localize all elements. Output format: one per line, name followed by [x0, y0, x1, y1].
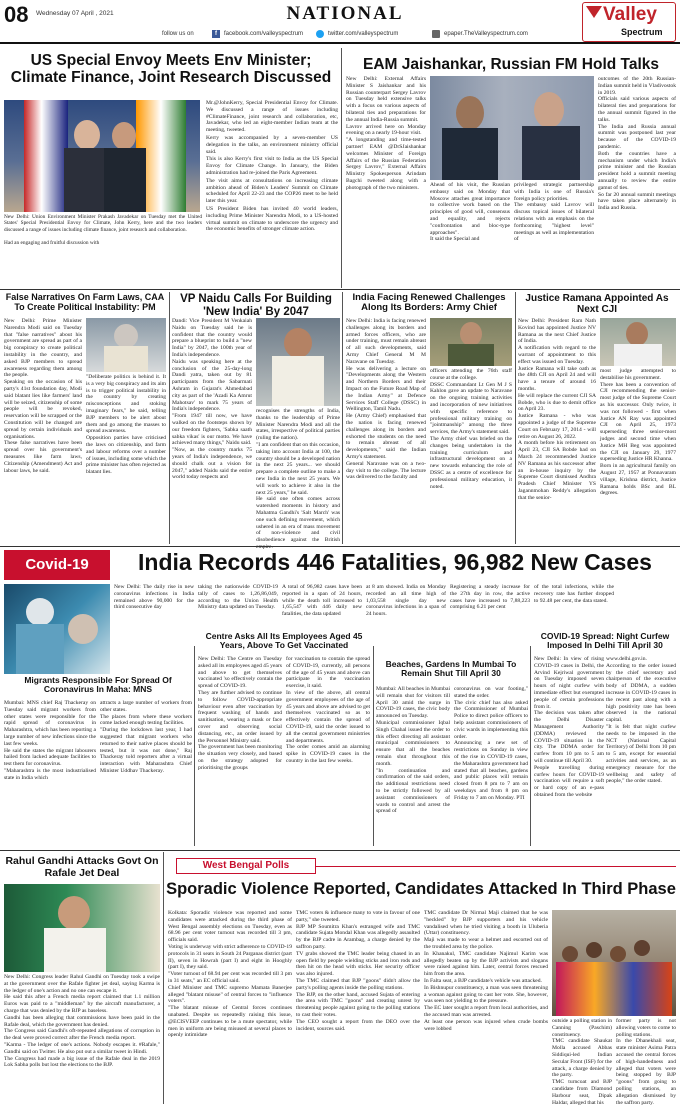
us-envoy-caption-continued: Had an engaging and fruitful discussion with [4, 240, 100, 246]
page-number: 08 [4, 2, 29, 27]
column-divider [342, 292, 343, 544]
us-envoy-body [206, 100, 338, 248]
eam-body-col2: Ahead of his visit, the Russian embassy said on Monday that Moscow attaches great importance to collective work based on the principles of good will, consensus and equality, and rejects "confrontation and bloc-type approaches". It said the Special and [430, 182, 510, 243]
wb-body-col5: former party is not allowing voters to come to polling stations. In the Dhanekhali seat, state minister Asima Patra accused the central forces of high-handedness and alleged that voters were being stopped by BJP "goons" from going to polling stations, an allegation dismissed by the saffron party. [616, 1018, 676, 1106]
wb-headline: Sporadic Violence Reported, Candidates Attacked In Third Phase [166, 880, 676, 898]
curfew-body-col1: New Delhi: In view of rising COVID-19 cases in Delhi, the Arvind Kejriwal government on Tuesday imposed seven hours of night curfew with immediate effect but exempted people of certain professions from it. The decision was taken after the Delhi Disaster Management Authority (DDMA) reviewed the COVID-19 situation in the city. The DDMA order for curfew from 10 pm to 5 am will continue till April 30. People travelling during curfew hours for COVID-19 vaccination will require a soft or hard copy of an e-pass obtained from the website [534, 656, 604, 798]
cji-body-col2: most judge attempted to destabilise his government. There has been a convention of CJI recommending the senior-most judge of the Supreme Court as his successor. Only twice, it was not followed - first when Justice AN Ray was appointed CJI on April 25, 1973 superseding three senior-most judges and second time when Justice MH Beg was appointed the CJI on January 29, 1977 superseding Justice HR Khanna. Born in an agricultural family on August 27, 1957 at Ponnavaram village, Krishna district, Justice Ramana holds BSc and BL degrees. [600, 368, 676, 497]
vp-body-col1: Dandi: Vice President M Venkaiah Naidu on Tuesday said he is confident that the country would prepare a blueprint to build a "new India" by 2047, the 100th year of India's independence. Naidu was speaking here at the conclusion of the 25-day-long Dandi yatra, taken out by 81 participants from the Sabarmati Ashram in Gujarat's Ahmedabad city as part of the 'Azadi Ka Amrut Mahotsav' to mark 75 years of India's independence. "From 1947 till now, we have walked on the footsteps shown by our freedom fighters, 'Sabka saath sabka vikas' is our motto. We have achieved many things," Naidu said. "Now, as the country marks 75 years of India's independence, we should chalk out a vision for 2047," added Naidu said the entire world today respects and [172, 318, 252, 481]
follow-label: follow us on [162, 31, 194, 37]
covid-body-col1: New Delhi: The daily rise in new coronavirus infections in India remained above 90,000 for the third consecutive day [114, 584, 194, 611]
wb-body-col2: TMC voters & influence many to vote in favour of one party," she tweeted. BJP MP Soumitra Khan's estranged wife and TMC candidate Sujata Mondal Khan was allegedly assaulted by the BJP cadre in Arambag, a charge denied by the saffron party. TV grabs showed the TMC leader being chased in an open field by people wielding sticks and iron rods and then hit on the head with sticks. Her security officer was also injured. The TMC claimed that BJP "goons" didn't allow the party's polling agents inside the polling stations. The BJP, on the other hand, accused Sujata of entering the area with TMC "goons" and creating unrest by threatening people against going to the polling stations to cast their votes. The CEO sought a report from the DEO over the incident, sources said. [296, 910, 420, 1032]
facebook-icon: f [212, 30, 220, 38]
vp-headline: VP Naidu Calls For Building 'New India' By 2047 [180, 293, 332, 318]
row-rule [0, 546, 680, 547]
cji-headline: Justice Ramana Appointed As Next CJI [525, 293, 669, 315]
covid-headline: India Records 446 Fatalities, 96,982 New Cases [138, 549, 652, 575]
vp-body-col2: recognises the strengths of India, thanks to the leadership of Prime Minister Narendra Modi and all the states, irrespective of political parties (ruling the nation). "I am confident that on this occasion, taking into account India at 100, the country should be a developed nation in the next 25 years... we should prepare a complete outline to make a new India in the next 25 years. We will work to achieve it also in the next 25 years," he said. He said one often comes across watershed moments in history and Mahatma Gandhi's 'Salt March' was one such defining movement, which ushered in an era of mass movement of non-violence and civil disobedience against the British [256, 408, 340, 544]
paragraph: Kerry was accompanied by a seven-member US delegation in the talks, an environment ministry official said. [206, 134, 338, 155]
eam-photo [430, 76, 594, 180]
us-envoy-headline: US Special Envoy Meets Env Minister; Climate Finance, Joint Research Discussed [10, 52, 332, 87]
rahul-headline: Rahul Gandhi Attacks Govt On Rafale Jet Deal [5, 855, 159, 879]
paragraph: US President Biden has invited 40 world leaders, including Prime Minister Narendra Modi, to a US-hosted virtual summit on climate to underscore the urgency and the economic benefits of stronger climate action. [206, 205, 338, 233]
pm-photo [86, 318, 166, 372]
army-body-col1: New Delhi: India is facing renewed challenges along its borders and armed forces officers, who are under training, must remain abreast of all such developments, said Army Chief General M M Naravane on Tuesday. He was delivering a lecture on "Developments along the Western and Northern Borders and their Impact on the Future Road Map of the Indian Army" at Defence Services Staff College (DSSC) in Wellington, Tamil Nadu. He (Army Chief) emphasised that the nation is facing renewed challenges along its borders and exhorted the students on the need to remain abreast of all developments," said the Indian Army's statement. General Naravane was on a two-day visit to the college. The lecture was delivered to the faculty and [346, 318, 426, 481]
column-divider [515, 292, 516, 544]
masthead-rule [0, 42, 680, 44]
army-headline: India Facing Renewed Challenges Along Its Borders: Army Chief [352, 292, 506, 314]
covid-photo [4, 584, 110, 674]
wb-body-col4: outside a polling station in Canning (Paschim) constituency. TMC candidate Shaukat Molla accused Abbas Siddiqui-led Indian Secular Front (ISF) for the attack, a charge denied by the party. TMC turncoat and BJP candidate from Diamond Harbour seat, Dipak Haldar, alleged that his [552, 1018, 612, 1106]
us-envoy-caption: New Delhi: Union Environment Minister Prakash Javadekar on Tuesday met the United States' Special Presidential Envoy for Climate, John Kerry, here and the two leaders discussed a range of issues including climate finance, joint research and collaboration. [4, 214, 202, 233]
pm-headline: False Narratives On Farm Laws, CAA To Create Political Instability: PM [5, 292, 165, 312]
rahul-body: New Delhi: Congress leader Rahul Gandhi on Tuesday took a swipe at the government over the Rafale fighter jet deal, saying Karma is the ledger of one's action and no one can escape it. He said this after a French media report claimed that 1.1 million Euros was paid to a "middleman" by the aircraft manufacturer, a charge that was denied by the BJP as baseless. Gandhi has been alleging that commissions have been paid in the Rafale deal, which the government has denied. The Congress said Gandhi's oft-repeated allegations of corruption in the deal were proved correct after the French media report. "Karma - The ledger of one's actions. Nobody escapes it. #Rafale," Gandhi said on Twitter. He also put out a similar tweet in Hindi. The Congress had made a big issue of the Rafale deal in the 2019 Lok Sabha polls but lost the elections to the BJP. [4, 974, 160, 1069]
pm-body-col1: New Delhi: Prime Minister Narendra Modi said on Tuesday that "false narratives" about his government are spread as part of a big conspiracy to create political instability in the country, and asked BJP members to spread awareness regarding them among the people. Speaking on the occasion of his party's 41st foundation day, Modi said blatant lies like farmers' land will be seized, citizenship of some people will be revoked, reservation will be scrapped or the Constitution will be changed are spread by certain individuals and organisations. These false narratives have been spread over his government's measures like farm laws, Citizenship (Amendment) Act and labour laws, he said. [4, 318, 82, 474]
pm-body-col2: "Deliberate politics is behind it. It is a very big conspiracy and its aim is to trigger political instability in the country by creating misconceptions and stoking imaginary fears," he said, telling BJP members to be alert about them and go among the masses to spread awareness. Opposition parties have criticised the laws on citizenship, and farm and labour reforms over a number of issues, including some which the prime minister has often rejected as blatant lies. [86, 374, 166, 476]
column-divider [194, 646, 195, 846]
rahul-photo [4, 884, 160, 972]
beaches-body-col1: Mumbai: All beaches in Mumbai will remain shut for visitors till April 30 amid the surge in COVID-19 cases, the civic body announced on Tuesday. Municipal commissioner Iqbal Singh Chahal issued the order to this effect directing all assistant municipal commissioners to ensure that all the beaches remain shut throughout this month. "In continuation and confirmation of the said orders, the additional restrictions need to be strictly followed by all assistant commissioners of wards to control and arrest the spread of [376, 686, 450, 815]
eam-body-col3: privileged strategic partnership with India is one of Russia's foreign policy priorities. The embassy said Lavrov will discuss topical issues of bilateral relations with an emphasis on the forthcoming "highest level" meetings as well as implementation of [514, 182, 594, 243]
wb-tag: West Bengal Polls [176, 858, 316, 874]
centre-headline: Centre Asks All Its Employees Aged 45 Years, Above To Get Vaccinated [205, 631, 363, 651]
covid-body-col5: Registering a steady increase for the 27th day in row, the active cases have increased to 7,88,223 comprising 6.21 per cent [450, 584, 530, 611]
social-bar [132, 30, 576, 40]
brand-top: Valley [603, 4, 657, 25]
wb-photo [552, 910, 676, 1016]
masthead [0, 0, 680, 44]
cji-body-col1: New Delhi: President Ram Nath Kovind has appointed Justice NV Ramana as the next Chief Justice of India. A notification with regard to the warrant of appointment to this effect was issued on Tuesday. Justice Ramana will take oath as the 48th CJI on April 24 and will have a tenure of around 16 months. He will replace the current CJI SA Bobde, who is due to demit office on April 23. Justice Ramana - who was appointed a judge of the Supreme Court on February 17, 2014 - will retire on August 26, 2022. A month before his retirement on April 23, CJI SA Bobde had on March 24 recommended Justice NV Ramana as his successor after an in-house inquiry by the Supreme Court dismissed Andhra Pradesh Chief Minister YS Jagannmohan Reddy's allegation that the senior- [518, 318, 596, 501]
vp-photo [256, 318, 340, 406]
cji-photo [600, 318, 676, 366]
covid-body-col2: taking the nationwide COVID-19 tally of cases to 1,26,86,049, according to the Union Health Ministry data updated on Tuesday. [198, 584, 278, 611]
column-divider [530, 646, 531, 846]
epaper-link[interactable]: epaper.TheValleyspectrum.com [444, 31, 528, 37]
issue-date: Wednesday 07 April , 2021 [36, 10, 114, 17]
covid-body-col3: A total of 96,982 cases have been reported in a span of 24 hours, while the death toll increased to 1,65,547 with 446 daily new fatalities, the data updated [282, 584, 362, 618]
wb-body-col1: Kolkata: Sporadic violence was reported and some candidates were attacked during the third phase of West Bengal assembly elections on Tuesday, even as 68.96 per cent voter turnout was recorded till 3 pm, officials said. Voting is underway with strict adherence to COVID-19 protocols in 31 seats in South 24 Parganas district (part II), seven in Howrah (part I) and eight in Hooghly (part I), they said. "Voter turnout of 68.94 per cent was recorded till 3 pm in 31 seats," an EC official said. Chief Minister and TMC supremo Mamata Banerjee alleged "blatant misuse" of central forces to "influence voters". "The blatant misuse of Central forces continues unabated. Despite us repeatedly raising this issue, @ECISVEEP continues to be a mute spectator, while men in uniform are being misused at several places to openly intimidate [168, 910, 292, 1039]
beaches-headline: Beaches, Gardens In Mumbai To Remain Shut Till April 30 [385, 659, 517, 679]
facebook-link[interactable]: facebook.com/valleyspectrum [224, 31, 304, 37]
covid-body-col6: of the total infections, while the recovery rate has further dropped to 92.48 per cent, the data stated. [534, 584, 614, 604]
curfew-headline: COVID-19 Spread: Night Curfew Imposed In Delhi Till April 30 [540, 631, 670, 651]
beaches-body-col2: coronavirus on war footing," stated the order. The civic chief has also asked the Commissioner of Mumbai Police to direct police officers to help assistant commissioners of civic wards in implementing this order. Announcing a new set of restrictions on Sunday in view of the rise in COVID-19 cases, the Maharashtra government had stated that all beaches, gardens and public places will remain closed from 8 pm to 7 am on weekdays and from 8 pm on Friday to 7 am on Monday. PTI [454, 686, 528, 801]
eam-body-col4: outcomes of the 20th Russian-Indian summit held in Vladivostok in 2019. Officials said various aspects of bilateral ties and preparations for the annual summit figured in the talks. The India and Russia annual summit was postponed last year because of the COVID-19 pandemic. Both the countries have a mechanism under which India's prime minister and the Russian president hold a summit meeting annually to review the entire gamut of ties. So far 20 annual summit meetings have taken place alternately in India and Russia. [598, 76, 676, 212]
covid-body-col4: at 8 am showed. India on Monday recorded an all time high of 1,03,558 single day new coronavirus infections in a span of 24 hours. [366, 584, 446, 618]
column-divider [373, 646, 374, 846]
centre-body-col2: for vaccination to contain the spread of COVID-19, currently, all persons of the age of 45 years and above can participate in the vaccination exercise, it said. In view of the above, all central government employees of the age of 45 years and above are advised to get themselves vaccinated so as to effectively contain the spread of COVID-19, said the order issued to all the central government ministries and departments. The order comes amid an alarming spike in COVID-19 cases in the country in the last few weeks. [286, 656, 370, 764]
army-body-col2: officers attending the 76th staff course at the college. DSSC Commandant Lt Gen M J S Kahlon gave an update to Naravane on the ongoing training activities and incorporation of new initiatives with specific reference to professional military training on "jointmanship" among the three services, the Army's statement said. The Army chief was briefed on the changes being undertaken in the training curriculum and infrastructural development on a new towards enhancing the role of DSSC as a centre of excellence for professional military education, it noted. [430, 368, 512, 490]
curfew-body-col2: www.delhi.gov.in. According to the order issued by the chief secretary and chairperson of the executive body of DDMA, a sudden increase in COVID-19 cases in the recent past along with a high positivity rate has been observed in the national capital. "It is felt that night curfew needs to be imposed in the NCT (National Capital Territory) of Delhi from 10 pm to 5 am, except for essential activities and services, as an emergency measure for the wellbeing and safety of people," the order stated. [606, 656, 676, 785]
migrants-body-col1: Mumbai: MNS chief Raj Thackeray on Tuesday said migrant workers from other states were responsible for the rapid spread of coronavirus in Maharashtra, which has been reporting a large number of new infections since the last few weeks. He said the states the migrant labourers hailed from lacked adequate facilities to test them for coronavirus. "Maharashtra is the most industrialised state in India which [4, 700, 96, 781]
migrants-headline: Migrants Responsible For Spread Of Coronavirus In Maha: MNS [24, 675, 172, 695]
epaper-icon [432, 30, 440, 38]
section-title: NATIONAL [286, 3, 404, 24]
covid-tag: Covid-19 [4, 550, 110, 580]
row-rule [0, 289, 680, 290]
twitter-link[interactable]: twitter.com/valleyspectrum [328, 31, 399, 37]
paragraph: This is also Kerry's first visit to India as the US Special Envoy for Climate Change. In January, the Biden administration had re-joined the Paris Agreement. [206, 156, 338, 176]
us-envoy-photo [4, 100, 200, 212]
paragraph: Mr.@JohnKerry, Special Presidential Envoy for Climate. We discussed a range of issues including #ClimateFinance, joint research and collaboration, etc, Javadekar, who led an eight-member Indian team at the meeting, tweeted. [206, 100, 338, 134]
centre-body-col1: New Delhi: The Centre on Tuesday asked all its employees aged 45 years and above to get themselves vaccinated 'so effectively contain the spread of COVID-19. They are further advised to continue to follow COVID-appropriate behaviour even after vaccination by frequent washing of hands and sanitisation, wearing a mask or face cover and observing social distancing, etc., an order issued by the Personnel Ministry said. The government has been monitoring the situation very closely, and based on the strategy adopted for prioritising the groups [198, 656, 282, 771]
eam-body-col1: New Delhi: External Affairs Minister S Jaishankar and his Russian counterpart Sergey Lavrov on Tuesday held extensive talks with a focus on various aspects of bilateral ties and preparations for the annual India-Russia summit. Lavrov arrived here on Monday evening on a nearly 19-hour visit. "A longstanding and time-tested partner! EAM @DrSJaishankar welcomes Minister of Foreign Affairs of the Russian Federation Sergey Lavrov," External Affairs Ministry Spokesperson Arindam Bagchi tweeted along with a photograph of the two ministers. [346, 76, 426, 191]
paragraph: The visit aims at consultations on increasing climate ambition ahead of Biden's Leaders' Summit on Climate scheduled for April 22-23 and the COP26 meet to be held later this year. [206, 177, 338, 205]
migrants-body-col2: attracts a large number of workers from other states. The places from where these workers come lacked enough testing facilities. "During the lockdown last year, I had suggested that migrant workers who returned to their native places should be tested, but it was not done," Raj Thackeray told reporters after a virtual interaction with Maharashtra Chief Minister Uddhav Thackeray. [100, 700, 192, 774]
column-divider [169, 292, 170, 544]
column-divider [163, 852, 164, 1104]
wb-tag-rule [316, 866, 676, 867]
army-photo [430, 318, 512, 366]
brand-swoosh-icon [586, 6, 602, 18]
wb-body-col3: TMC candidate Dr Nirmal Maji claimed that he was "heckled" by BJP supporters and his vehicle vandalised when he tried visiting a booth in Uluberia (Uttar) constituency. Maji was made to wear a helmet and escorted out of the troubled area by the police. In Khanakul, TMC candidate Najimul Karim was allegedly beaten up by the BJP activists and slogans were raised against him. Later, central forces rescued him from the area. In Falta seat, a BJP candidate's vehicle was attacked. In Bishnupur constituency, a man was seen threatening a woman against going to cast her vote. She, however, was seen not yielding to the pressure. The EC later sought a report from local authorities, and the accused man was arrested. At least one person was injured when crude bombs were lobbed [424, 910, 548, 1032]
eam-headline: EAM Jaishankar, Russian FM Hold Talks [362, 56, 660, 73]
column-divider [341, 48, 342, 288]
row-rule [0, 850, 680, 851]
brand-bottom: Spectrum [621, 27, 663, 37]
twitter-icon [316, 30, 324, 38]
brand-logo [582, 2, 676, 42]
